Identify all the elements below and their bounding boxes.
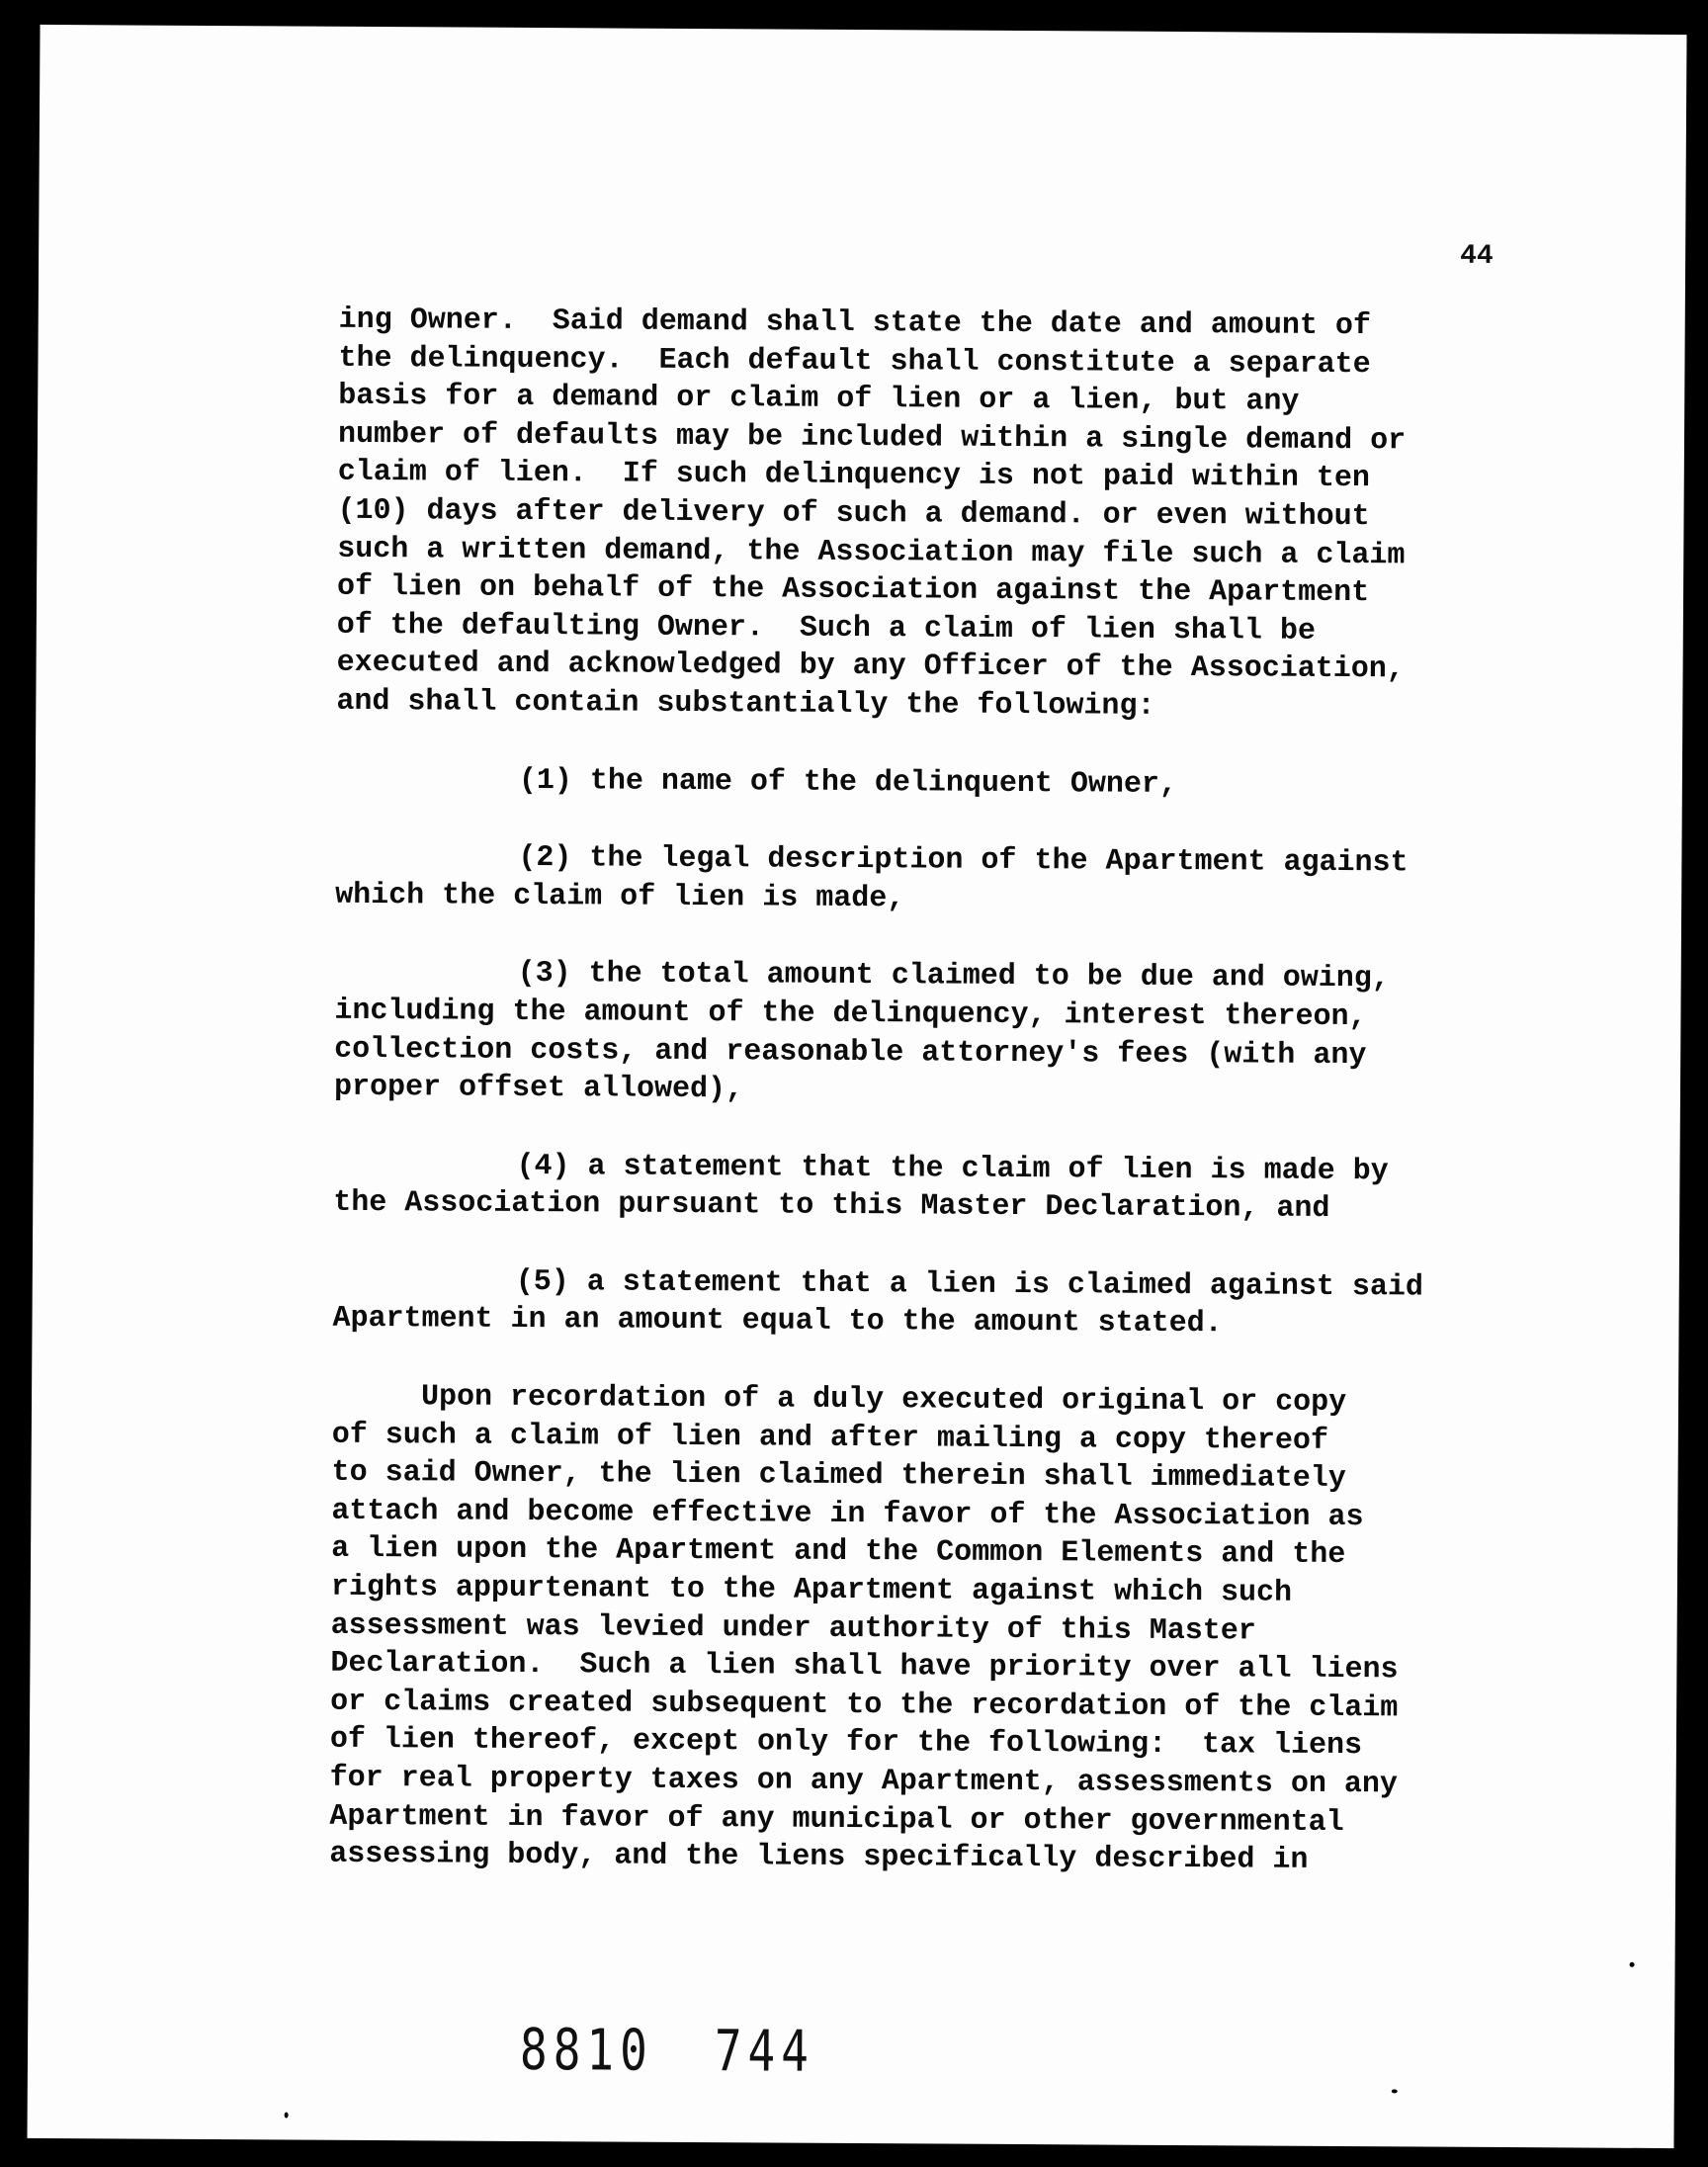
text-line: Upon recordation of a duly executed original or copy [420, 1380, 1347, 1421]
document-code-part1: 8810 [519, 2016, 654, 2084]
item-lead: (2) the legal description of the Apartment against [518, 841, 1409, 881]
item-continuation: which the claim of lien is made, [335, 878, 905, 916]
text-line: such a written demand, the Association may file such a claim [337, 532, 1406, 572]
text-line: number of defaults may be included within a single demand or [337, 417, 1407, 459]
text-line: of lien on behalf of the Association against the Apartment [336, 569, 1370, 611]
document-body [329, 302, 1535, 1881]
intro-paragraph [336, 302, 1535, 729]
scan-speck [285, 2112, 289, 2118]
text-line: assessing body, and the liens specifically described in [329, 1837, 1309, 1877]
item-continuation: proper offset allowed), [333, 1070, 744, 1107]
document-page [27, 25, 1686, 2148]
text-line: claim of lien. If such delinquency is not paid within ten [337, 456, 1371, 496]
item-lead: (1) the name of the delinquent Owner, [518, 763, 1178, 802]
item-continuation: collection costs, and reasonable attorney's fees (with any [334, 1032, 1367, 1073]
text-line: for real property taxes on any Apartment, assessments on any [329, 1761, 1398, 1802]
item-continuation: including the amount of the delinquency, interest thereon, [334, 994, 1367, 1035]
item-continuation: Apartment in an amount equal to the amount stated. [332, 1302, 1223, 1342]
text-line: Apartment in favor of any municipal or other governmental [329, 1799, 1344, 1840]
text-line: to said Owner, the lien claimed therein shall immediately [331, 1456, 1346, 1497]
text-line: executed and acknowledged by any Officer of the Association, [336, 647, 1405, 687]
closing-paragraph [329, 1378, 1528, 1881]
document-code-part2: 744 [714, 2017, 815, 2085]
page-number: 44 [1460, 240, 1494, 272]
item-lead: (5) a statement that a lien is claimed against said [515, 1264, 1424, 1305]
text-line: of the defaulting Owner. Such a claim of lien shall be [336, 608, 1317, 649]
text-line: of lien thereof, except only for the following: tax liens [329, 1723, 1363, 1764]
list-item-5 [332, 1262, 1528, 1346]
text-line: or claims created subsequent to the recordation of the claim [330, 1685, 1399, 1726]
item-lead: (4) a statement that the claim of lien is made by [516, 1149, 1389, 1188]
text-line: of such a claim of lien and after mailing a copy thereof [331, 1418, 1329, 1458]
text-line: attach and become effective in favor of the Association as [331, 1494, 1364, 1534]
text-line: the delinquency. Each default shall constitute a separate [338, 341, 1371, 382]
scan-speck [1392, 2089, 1398, 2093]
list-item-4 [333, 1146, 1529, 1230]
text-line: rights appurtenant to the Apartment against which such [330, 1570, 1293, 1610]
text-line: assessment was levied under authority of this Master [330, 1608, 1256, 1649]
text-line: basis for a demand or claim of lien or a lien, but any [338, 379, 1300, 419]
document-code [520, 2016, 814, 2084]
text-line: and shall contain substantially the following: [336, 684, 1155, 724]
scan-speck [1630, 1962, 1635, 1967]
text-line: (10) days after delivery of such a demand. or even without [337, 493, 1370, 535]
text-line: ing Owner. Said demand shall state the date and amount of [338, 303, 1371, 344]
list-item-2 [335, 838, 1531, 922]
text-line: a lien upon the Apartment and the Common Elements and the [331, 1532, 1346, 1573]
text-line: Declaration. Such a lien shall have priority over all liens [330, 1646, 1399, 1688]
item-continuation: the Association pursuant to this Master Declaration, and [333, 1186, 1330, 1227]
item-lead: (3) the total amount claimed to be due and owing, [517, 957, 1390, 997]
list-item-3 [334, 954, 1531, 1114]
